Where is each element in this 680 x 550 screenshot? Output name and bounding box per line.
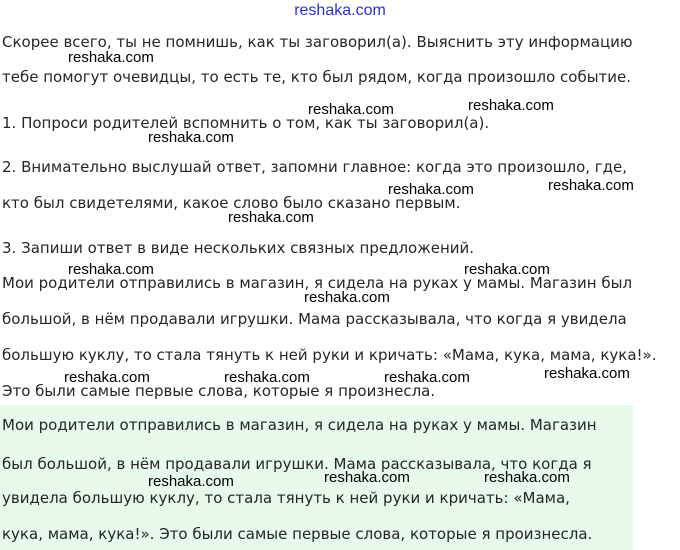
watermark: reshaka.com	[64, 369, 150, 386]
story-line-1: Мои родители отправились в магазин, я сидела на руках у мамы. Магазин был	[2, 274, 633, 292]
story-line-4: Это были самые первые слова, которые я произнесла.	[2, 382, 436, 400]
watermark: reshaka.com	[388, 181, 474, 198]
step-3: 3. Запиши ответ в виде нескольких связных предложений.	[2, 239, 475, 257]
intro-line-2: тебе помогут очевидцы, то есть те, кто был рядом, когда произошло событие.	[2, 68, 632, 86]
step-2-line-1: 2. Внимательно выслушай ответ, запомни главное: когда это произошло, где,	[2, 158, 628, 176]
watermark: reshaka.com	[148, 129, 234, 146]
watermark: reshaka.com	[324, 469, 410, 486]
watermark: reshaka.com	[308, 101, 394, 118]
intro-line-1: Скорее всего, ты не помнишь, как ты заговорил(а). Выяснить эту информацию	[2, 33, 633, 51]
answer-line-4: кука, мама, кука!». Это были самые первые слова, которые я произнесла.	[2, 525, 593, 543]
step-2-line-2: кто был свидетелями, какое слово было сказано первым.	[2, 194, 461, 212]
answer-line-2: был большой, в нём продавали игрушки. Мама рассказывала, что когда я	[2, 455, 592, 473]
watermark: reshaka.com	[68, 261, 154, 278]
watermark: reshaka.com	[484, 469, 570, 486]
step-1: 1. Попроси родителей вспомнить о том, как ты заговорил(а).	[2, 114, 490, 132]
watermark: reshaka.com	[464, 261, 550, 278]
story-line-2: большой, в нём продавали игрушки. Мама рассказывала, что когда я увидела	[2, 310, 627, 328]
watermark: reshaka.com	[384, 369, 470, 386]
watermark: reshaka.com	[548, 177, 634, 194]
header-watermark-link[interactable]: reshaka.com	[294, 2, 386, 19]
watermark: reshaka.com	[224, 369, 310, 386]
watermark: reshaka.com	[304, 289, 390, 306]
watermark: reshaka.com	[468, 97, 554, 114]
watermark: reshaka.com	[228, 209, 314, 226]
watermark: reshaka.com	[544, 365, 630, 382]
watermark: reshaka.com	[148, 473, 234, 490]
watermark: reshaka.com	[68, 49, 154, 66]
story-line-3: большую куклу, то стала тянуть к ней руки и кричать: «Мама, кука, мама, кука!».	[2, 346, 657, 364]
answer-line-1: Мои родители отправились в магазин, я сидела на руках у мамы. Магазин	[2, 416, 597, 434]
answer-line-3: увидела большую куклу, то стала тянуть к ней руки и кричать: «Мама,	[2, 489, 570, 507]
